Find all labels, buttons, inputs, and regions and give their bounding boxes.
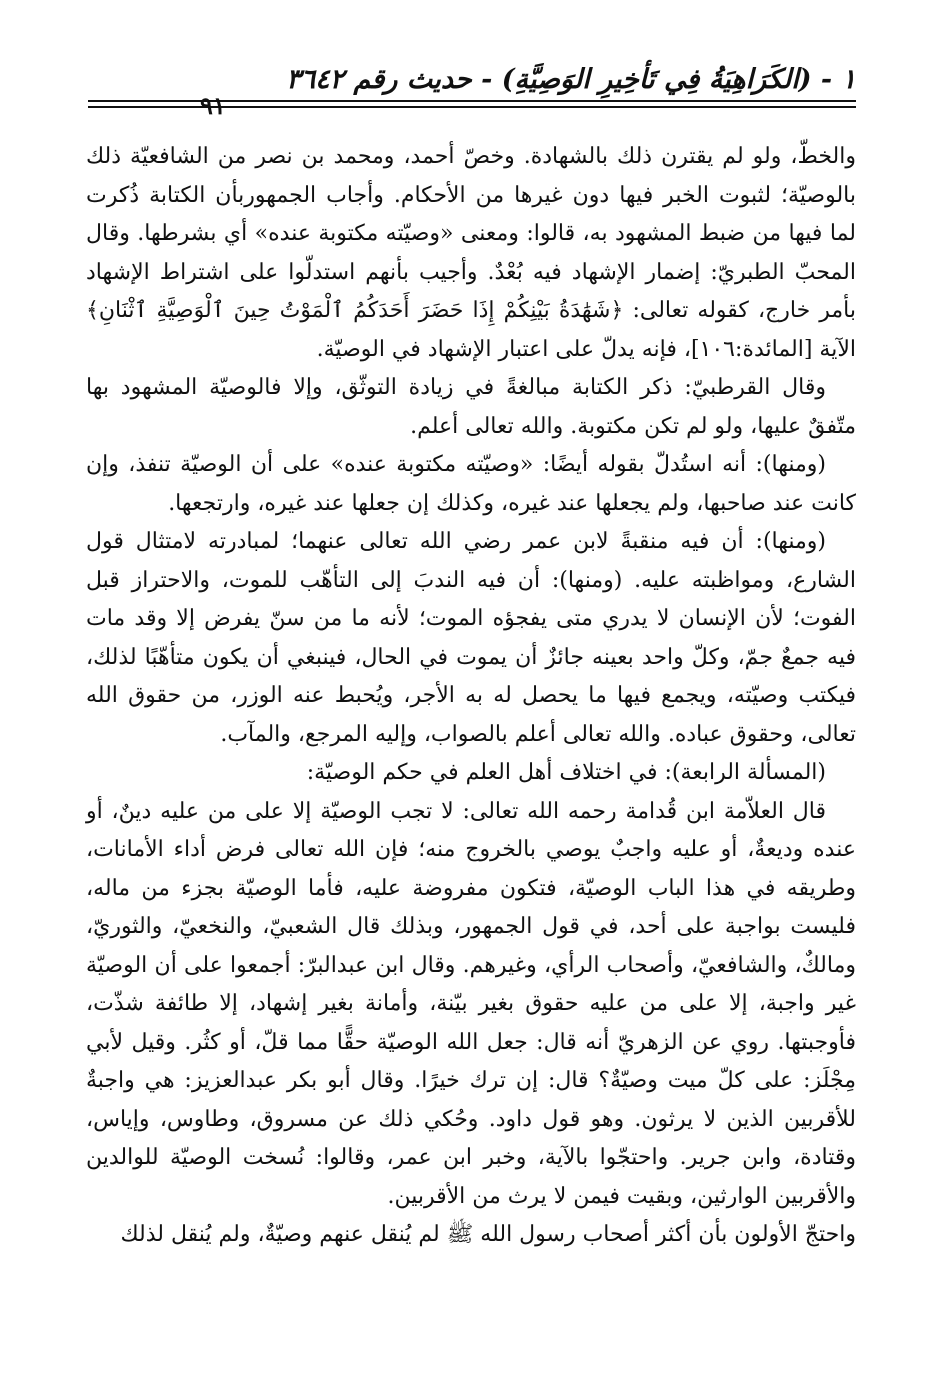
header-rule-top (88, 100, 856, 102)
body-text (86, 138, 856, 1255)
paragraph-6: واحتجّ الأولون بأن أكثر أصحاب رسول الله ﷺ لم يُنقل عنهم وصيّةٌ، ولم يُنقل لذلك (120, 1222, 856, 1247)
chapter-title: ١ - (الكَرَاهِيَةُ فِي تَأخِيرِ الوَصِيَّةِ) - حديث رقم ٣٦٤٢ (286, 64, 856, 95)
paragraph-5: قال العلاّمة ابن قُدامة رحمه الله تعالى: لا تجب الوصيّة إلا على من عليه دينٌ، أو عنده وديعةٌ، أو عليه واجبٌ يوصي بالخروج منه؛ فإن الله تعالى فرض أداء الأمانات، وطريقه في هذا الباب الوصيّة، فتكون مفروضة عليه، فأما الوصيّة بجزء من ماله، فليست بواجبة على أحد، في قول الجمهور، وبذلك قال الشعبيّ، والنخعيّ، والثوريّ، ومالكٌ، والشافعيّ، وأصحاب الرأي، وغيرهم. وقال ابن عبدالبرّ: أجمعوا على أن الوصيّة غير واجبة، إلا على من عليه حقوق بغير بيّنة، وأمانة بغير إشهاد، إلا طائفة شذّت، فأوجبتها. روي عن الزهريّ أنه قال: جعل الله الوصيّة حقًّا مما قلّ، أو كثُر. وقيل لأبي مِجْلَز: على كلّ ميت وصيّةٌ؟ قال: إن ترك خيرًا. وقال أبو بكر عبدالعزيز: هي واجبةٌ للأقربين الذين لا يرثون. وهو قول داود. وحُكي ذلك عن مسروق، وطاوس، وإياس، وقتادة، وابن جرير. واحتجّوا بالآية، وخبر ابن عمر، وقالوا: نُسخت الوصيّة للوالدين والأقربين الوارثين، وبقيت فيمن لا يرث من الأقربين. (86, 798, 856, 1209)
paragraph-4: (ومنها): أن فيه منقبةً لابن عمر رضي الله تعالى عنهما؛ لمبادرته لامتثال قول الشارع، ومواظبته عليه. (ومنها): أن فيه الندبَ إلى التأهّب للموت، والاحتراز قبل الفوت؛ لأن الإنسان لا يدري متى يفجؤه الموت؛ لأنه ما من سنّ يفرض إلا وقد مات فيه جمعٌ جمّ، وكلّ واحد بعينه جائزٌ أن يموت في الحال، فينبغي أن يكون متأهّبًا لذلك، فيكتب وصيّته، ويجمع فيها ما يحصل له به الأجر، ويُحبط عنه الوزر، من حقوق الله تعالى، وحقوق عباده. والله تعالى أعلم بالصواب، وإليه المرجع، والمآب. (86, 529, 856, 747)
paragraph-2: وقال القرطبيّ: ذكر الكتابة مبالغةً في زيادة التوثّق، وإلا فالوصيّة المشهود بها متّفقٌ عليها، ولو لم تكن مكتوبة. والله تعالى أعلم. (86, 375, 856, 439)
header-rule-bottom (88, 106, 856, 108)
paragraph-3: (ومنها): أنه استُدلّ بقوله أيضًا: «وصيّته مكتوبة عنده» على أن الوصيّة تنفذ، وإن كانت عند صاحبها، ولم يجعلها عند غيره، وكذلك إن جعلها عند غيره، وارتجعها. (86, 452, 856, 516)
section-heading: (المسألة الرابعة): في اختلاف أهل العلم في حكم الوصيّة: (306, 760, 826, 785)
page-number: ٩١ (200, 91, 226, 120)
running-header (88, 62, 856, 122)
paragraph-1: والخطّ، ولو لم يقترن ذلك بالشهادة. وخصّ أحمد، ومحمد بن نصر من الشافعيّة ذلك بالوصيّة؛ لثبوت الخبر فيها دون غيرها من الأحكام. وأجاب الجمهوربأن الكتابة ذُكرت لما فيها من ضبط المشهود به، قالوا: ومعنى «وصيّته مكتوبة عنده» أي بشرطها. وقال المحبّ الطبريّ: إضمار الإشهاد فيه بُعْدٌ. وأجيب بأنهم استدلّوا على اشتراط الإشهاد بأمر خارج، كقوله تعالى: ﴿شَهَٰدَةُ بَيْنِكُمْ إِذَا حَضَرَ أَحَدَكُمُ ٱلْمَوْتُ حِينَ ٱلْوَصِيَّةِ ٱثْنَانِ﴾ الآية [المائدة:١٠٦]، فإنه يدلّ على اعتبار الإشهاد في الوصيّة. (86, 144, 856, 362)
